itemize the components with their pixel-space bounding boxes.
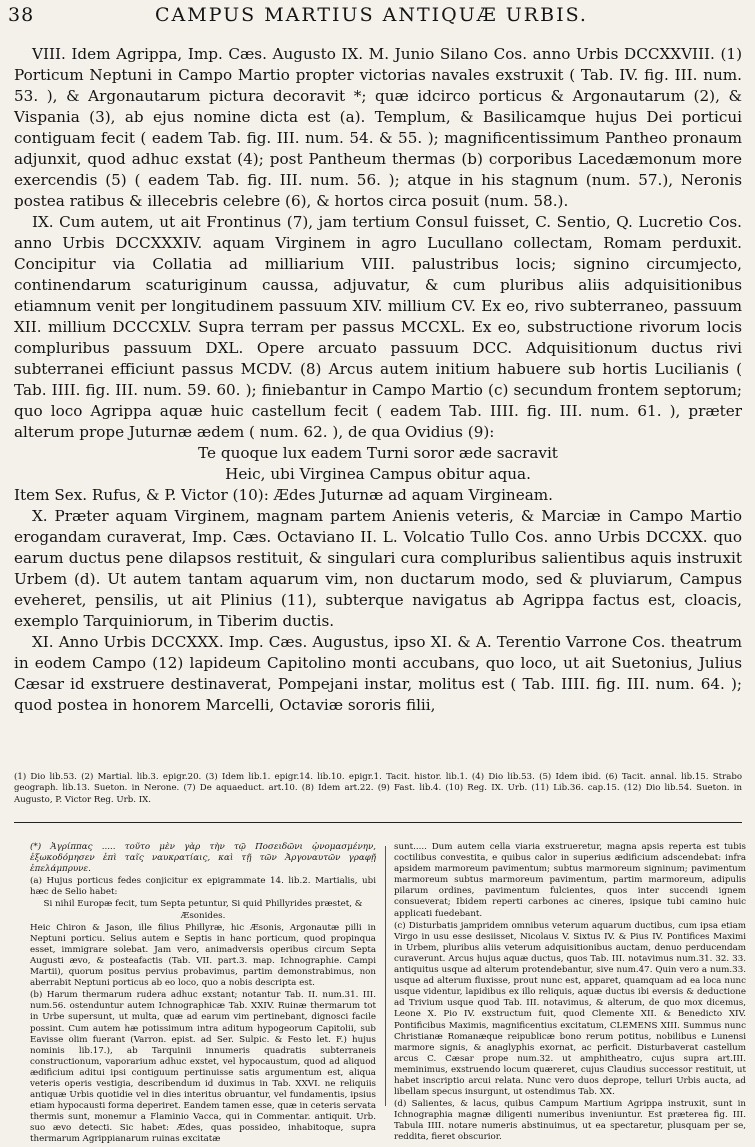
- note-d: (d) Salientes, & lacus, quibus Campum Martium Agrippa instruxit, sunt in Ichnographia magnæ diligenti numeribus inveniuntur. Est præterea fig. III. Tabula IIII. notare numeris abstinuimus, ut ea spectaretur, plusquam per se, reddita, fieret obscurior.: [394, 1099, 746, 1143]
- note-a-cont: Heic Chiron & Jason, ille filius Phillyræ, hic Æsonis, Argonautæ pilli in Neptuni porticu. Selius autem e Septis in hanc porticum, quod propinqua esset, immigrare solebat. Jam vero, animadversis operibus circum Septa Augusti ævo, & posteafactis (Tab. VII. part.3. map. Ichnographie. Campi Martii), quorum positus pervius probavimus, partim demonstrabimus, non aberrabit Neptuni porticus ab eo loco, quo a nobis descripta est.: [30, 922, 376, 989]
- verse-line-1: Te quoque lux eadem Turni soror æde sacravit: [198, 444, 558, 462]
- page-number: 38: [8, 4, 35, 26]
- column-divider: [385, 846, 386, 1106]
- running-title: CAMPUS MARTIUS ANTIQUÆ URBIS.: [155, 4, 588, 26]
- note-greek: (*) Ἀγρίππας ..... τοῦτο μὲν γὰρ τὴν τῷ Ποσειδῶνι ᾠνομασμένην, ἐξωκοδόμησεν ἐπὶ ταῖς ναυκρατίαις, καὶ τῇ τῶν Ἀργοναυτῶν γραφῇ ἐπελάμπρυνε.: [30, 842, 376, 875]
- verse-line-2: Heic, ubi Virginea Campus obitur aqua.: [225, 465, 531, 483]
- main-text: [14, 44, 742, 716]
- paragraph-xi: XI. Anno Urbis DCCXXX. Imp. Cæs. Augustus, ipso XI. & A. Terentio Varrone Cos. theatrum in eodem Campo (12) lapideum Capitolino monti accubans, quo loco, ut ait Suetonius, Julius Cæsar id exstruere destinaverat, Pompejani instar, molitus est ( Tab. IIII. fig. III. num. 64. ); quod postea in honorem Marcelli, Octaviæ sororis filii,: [14, 633, 742, 714]
- paragraph-viii: VIII. Idem Agrippa, Imp. Cæs. Augusto IX. M. Junio Silano Cos. anno Urbis DCCXXVIII. (1) Porticum Neptuni in Campo Martio propter victorias navales exstruxit ( Tab. IV. fig. III. num. 53. ), & Argonautarum pictura decoravit *; quæ idcirco porticus & Argonautarum (2), & Vispania (3), ab ejus nomine dicta est (a). Templum, & Basilicamque hujus Dei porticui contiguam fecit ( eadem Tab. fig. III. num. 54. & 55. ); magnificentissimum Pantheo pronaum adjunxit, quod adhuc exstat (4); post Pantheum thermas (b) corporibus Lacedæmonum more exercendis (5) ( eadem Tab. fig. III. num. 56. ); atque in his stagnum (num. 57.), Neronis postea ratibus & illecebris celebre (6), & hortos circa posuit (num. 58.).: [14, 45, 742, 210]
- notes-right-column: [394, 842, 746, 1145]
- note-c: (c) Disturbatis jampridem omnibus veterum aquarum ductibus, cum ipsa etiam Virgo in usu esse desiisset, Nicolaus V. Sixtus IV. & Pius IV. Pontifices Maximi in Urbem, pluribus aliis veterum adquisitionibus auctam, denuo perducendam curaverunt. Arcus hujus aquæ ductus, quos Tab. III. notavimus num.31. 32. 33. antiquitus usque ad alterum protendebantur, sive num.47. Quin vero a num.33. usque ad alterum fluxisse, prout nunc est, apparet, quamquam ad ea loca nunc usque videntur, lapidibus ex illo reliquis, aquæ ductus ibi eversis & deductione ad Trivium usque quod Tab. III. notavimus, & alterum, de quo mox dicemus, Leone X. Pio IV. exstructum fuit, quod Clemente XII. & Benedicto XIV. Pontificibus Maximis, magnificentius excitatum, CLEMENS XIII. Summus nunc Christianæ Romanæque reipublicæ bono rerum potitus, nobilibus e Lunensi marmore signis, & anaglyphis exornat, ac perficit. Disturbaverat castellum arcus C. Cæsar prope num.32. ut amphitheatro, cujus supra art.III. meminimus, exstruendo locum quæreret, cujus Claudius successor restituit, ut habet inscriptio arcui relata. Nunc vero duos deprope, telluri Urbis aucta, ad libellam specus insurgunt, ut ostendimus Tab. XX.: [394, 920, 746, 1098]
- paragraph-ix: IX. Cum autem, ut ait Frontinus (7), jam tertium Consul fuisset, C. Sentio, Q. Lucretio Cos. anno Urbis DCCXXXIV. aquam Virginem in agro Lucullano collectam, Romam perduxit. Concipitur via Collatia ad milliarium VIII. palustribus locis; signino circumjecto, continendarum scaturiginum caussa, adjuvatur, & cum pluribus aliis adquisitionibus etiamnum venit per longitudinem passuum XIV. millium CV. Ex eo, rivo subterraneo, passuum XII. millium DCCCXLV. Supra terram per passus MCCXL. Ex eo, substructione rivorum locis compluribus passuum DXL. Opere arcuato passuum DCC. Adquisitionum ductus rivi subterranei efficiunt passus MCDV. (8) Arcus autem initium habuere sub hortis Lucilianis ( Tab. IIII. fig. III. num. 59. 60. ); finiebantur in Campo Martio (c) secundum frontem septorum; quo loco Agrippa aquæ huic castellum fecit ( eadem Tab. IIII. fig. III. num. 61. ), præter alterum prope Juturnæ ædem ( num. 62. ), de qua Ovidius (9):: [14, 213, 742, 441]
- horizontal-rule: [14, 822, 742, 823]
- page-header: [0, 2, 755, 26]
- note-a: (a) Hujus porticus fedes conjicitur ex epigrammate 14. lib.2. Martialis, ubi hæc de Selio habet:: [30, 876, 376, 898]
- note-b: (b) Harum thermarum rudera adhuc exstant; notantur Tab. II. num.31. III. num.56. ostenduntur autem Ichnographicæ Tab. XXIV. Ruinæ thermarum tot in Urbe supersunt, ut multa, quæ ad earum vim pertinebant, dignosci facile possint. Cum autem hæ potissimum intra aditum hypogeorum Capitolii, sub Eavisse olim fuerant (Varron. epist. ad Ser. Sulpic. & Festo let. F.) hujus nominis lib.17.), ab Tarquinii innumeris quadratis subterraneis constructionum, vaporarium adhuc exstet, vel hypocaustum, quod ad aliquod ædificium aditui ipsi contiguum pertinuisse satis argumentum est, aliqua veteris operis vestigia, describendum id duximus in Tab. XXVI. ne reliquiis antiquæ Urbis quotidie vel in dies interitus obruantur, vel fundamentis, ipsius etiam hypocausti forma deperiret. Eandem tamen esse, quæ in ceteris servata thermis sunt, monemur a Flaminio Vacca, qui in Commentar. antiquit. Urb. suo ævo detecti. Sic habet: Ædes, quas possideo, inhabitoque, supra thermarum Agrippianarum ruinas excitatæ: [30, 990, 376, 1145]
- note-a-verse: Si nihil Europæ fecit, tum Septa petuntur, Si quid Phillyrides præstet, & Æsonides.: [43, 899, 363, 921]
- notes-left-column: [30, 842, 376, 1147]
- reference-footnotes: (1) Dio lib.53. (2) Martial. lib.3. epigr.20. (3) Idem lib.1. epigr.14. lib.10. epigr.1. Tacit. histor. lib.1. (4) Dio lib.53. (5) Idem ibid. (6) Tacit. annal. lib.15. Strabo geograph. lib.13. Sueton. in Nerone. (7) De aquaeduct. art.10. (8) Idem art.22. (9) Fast. lib.4. (10) Reg. IX. Urb. (11) Lib.36. cap.15. (12) Dio lib.54. Sueton. in Augusto, P. Victor Reg. Urb. IX.: [14, 772, 742, 805]
- citation-line: Item Sex. Rufus, & P. Victor (10): Ædes Juturnæ ad aquam Virgineam.: [14, 486, 553, 504]
- paragraph-x: X. Præter aquam Virginem, magnam partem Anienis veteris, & Marciæ in Campo Martio erogandam curaverat, Imp. Cæs. Octaviano II. L. Volcatio Tullo Cos. anno Urbis DCCXX. quo earum ductus pene dilapsos restituit, & singulari cura compluribus salientibus aquis instruxit Urbem (d). Ut autem tantam aquarum vim, non ductarum modo, sed & pluviarum, Campus eveheret, pensilis, ut ait Plinius (11), subterque navigatus ab Agrippa factus est, cloacis, exemplo Tarquiniorum, in Tiberim ductis.: [14, 507, 742, 630]
- note-b-cont: sunt..... Dum autem cella viaria exstrueretur, magna apsis reperta est tubis coctilibus convestita, e quibus calor in superius ædificium adscendebat: infra apsidem marmoreum pavimentum; subtus marmoreum signinum; pavimentum marmoreum subtus marmoreum pavimentum, partim marmoreum, adipulis pilarum ordines, pavimentum fulcientes, quos inter succendi ignem consueverat; Ibidem reperti carbones ac cineres, ipsique tubi camino huic applicati fuedebant.: [394, 842, 746, 919]
